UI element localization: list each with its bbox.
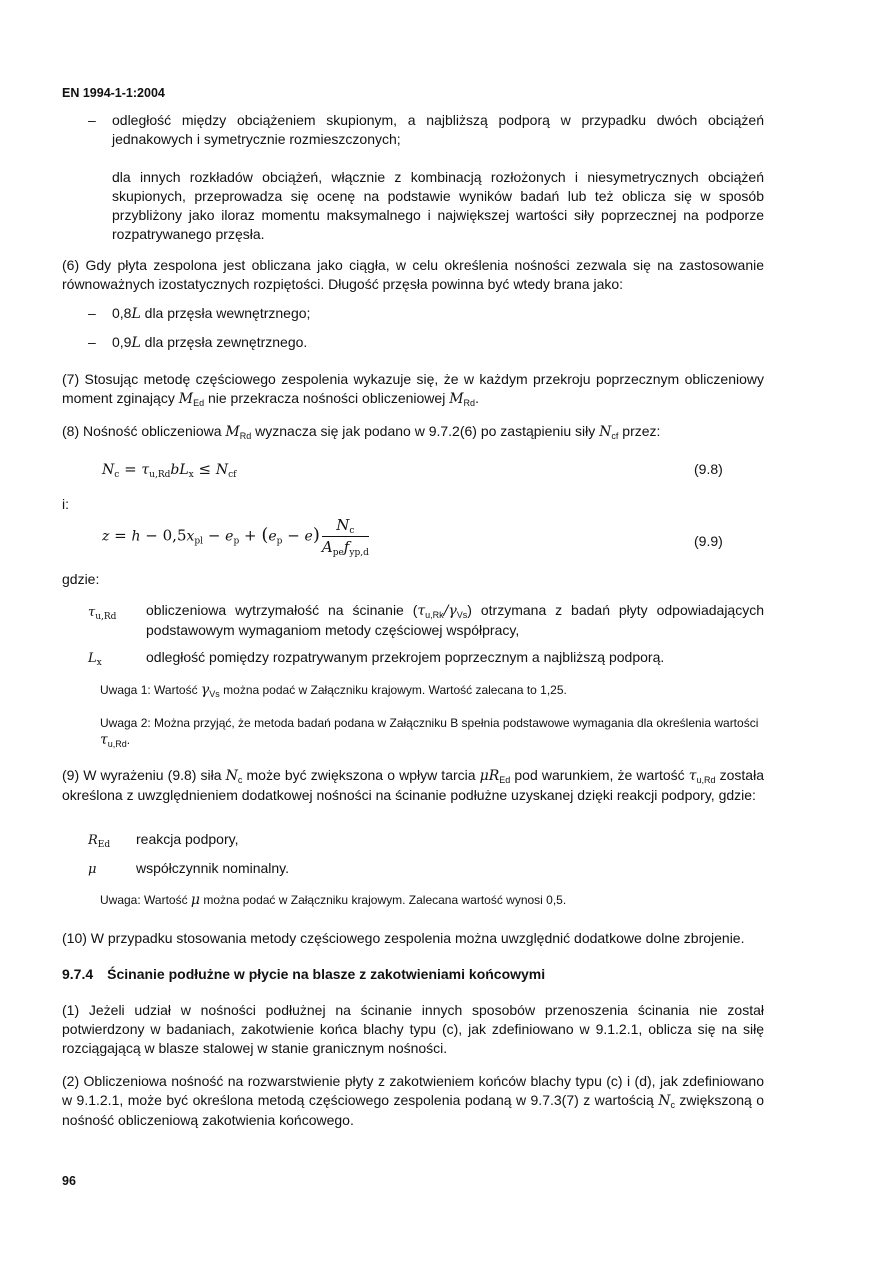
definition-symbol-tau: $\tau_{u,Rd}$: [88, 605, 117, 622]
equation-number-9-9: (9.9): [694, 533, 723, 549]
paragraph-10: (10) W przypadku stosowania metody częściowego zespolenia można uwzględnić dodatkowe dolne zbrojenie.: [62, 930, 745, 946]
equation-9-9: $z = h - 0,5x_{pl} - e_p + (e_p - e)$ $\frac{N_c}{A_{pe}f_{yp,d}}$: [102, 516, 369, 558]
note-3: Uwaga: Wartość μ można podać w Załączniku krajowym. Zalecana wartość wynosi 0,5.: [100, 892, 567, 908]
span-length-item-interior: [88, 304, 764, 324]
intro-dash-text: odległość między obciążeniem skupionym, a najbliższą podporą w przypadku dwóch obciążeń jednakowych i symetrycznie rozmieszczonych;: [112, 112, 764, 147]
where-label: gdzie:: [62, 571, 100, 587]
definition-symbol-red: $R_{Ed}$: [88, 833, 111, 850]
connector-text: i:: [62, 496, 69, 512]
equation-9-8: $N_c = \tau_{u,Rd}bL_x \le N_{cf}$: [102, 460, 237, 480]
dash-bullet: –: [88, 334, 96, 350]
span-length-text: 0,9L dla przęsła zewnętrznego.: [112, 334, 308, 351]
definition-symbol-mu: μ: [88, 862, 97, 877]
document-header: EN 1994-1-1:2004: [62, 86, 165, 100]
section-heading: [62, 965, 545, 984]
dash-bullet: –: [88, 112, 96, 128]
section-paragraph-2: (2) Obliczeniowa nośność na rozwarstwienie płyty z zakotwieniem końców blachy typu (c) i (d), jak zdefiniowano w 9.1.2.1, może być określona metodą częściowego zespolenia podaną w 9.7.3(7) z wartością $N_c$ zwiększoną o nośność obliczeniową zakotwienia końcowego.: [62, 1073, 764, 1128]
section-title: Ścinanie podłużne w płycie na blasze z zakotwieniami końcowymi: [107, 966, 546, 982]
paragraph-8: (8) Nośność obliczeniowa $M_{Rd}$ wyznacza się jak podano w 9.7.2(6) po zastąpieniu siły $N_{cf}$ przez:: [62, 423, 661, 441]
intro-other-loads: dla innych rozkładów obciążeń, włącznie z kombinacją rozłożonych i niesymetrycznych obciążeń skupionych, przeprowadza się ocenę na podstawie wyników badań lub też oblicza się w sposób przybliżony jako iloraz momentu maksymalnego i największej wartości siły poprzecznej na podporze rozpatrywanego przęsła.: [112, 169, 764, 242]
dash-bullet: –: [88, 305, 96, 321]
equation-number-9-8: (9.8): [694, 461, 723, 477]
paragraph-6: (6) Gdy płyta zespolona jest obliczana jako ciągła, w celu określenia nośności zezwala się na zastosowanie równoważnych izostatycznych rozpiętości. Długość przęsła powinna być wtedy brana jako:: [62, 257, 764, 292]
section-paragraph-1: (1) Jeżeli udział w nośności podłużnej na ścinanie innych sposobów przenoszenia ścinania nie został potwierdzony w badaniach, zakotwienie końca blachy typu (c), jak zdefiniowano w 9.1.2.1, oblicza się na siłę rozciągającą w blasze stalowej w stanie granicznym nośności.: [62, 1002, 764, 1056]
definition-symbol-lx: $L_x$: [88, 651, 102, 668]
paragraph-7: (7) Stosując metodę częściowego zespolenia wykazuje się, że w każdym przekroju poprzecznym obliczeniowy moment zginający $M_{Ed}$ nie przekracza nośności obliczeniowej $M_{Rd}$.: [62, 371, 764, 408]
equation-fraction: $\frac{N_c}{A_{pe}f_{yp,d}}$: [321, 516, 369, 558]
note-1: Uwaga 1: Wartość $\gamma_{Vs}$ można podać w Załączniku krajowym. Wartość zalecana to 1,25.: [100, 682, 567, 699]
definition-text-lx: odległość pomiędzy rozpatrywanym przekrojem poprzecznym a najbliższą podporą.: [146, 649, 665, 665]
intro-list-item: [88, 111, 764, 151]
page-number: 96: [62, 1174, 76, 1188]
note-2: Uwaga 2: Można przyjąć, że metoda badań podana w Załączniku B spełnia podstawowe wymagania dla określenia wartości $\tau_{u,Rd}$.: [100, 716, 759, 749]
definition-text-red: reakcja podpory,: [136, 831, 239, 847]
definition-text-mu: współczynnik nominalny.: [136, 860, 290, 876]
section-number: 9.7.4: [62, 966, 94, 982]
paragraph-9: (9) W wyrażeniu (9.8) siła $N_c$ może być zwiększona o wpływ tarcia $\mu R_{Ed}$ pod warunkiem, że wartość $\tau_{u,Rd}$ została określona z uwzględnieniem dodatkowej nośności na ścinanie podłużne uzyskanej dzięki reakcji podpory, gdzie:: [62, 767, 764, 803]
definition-text-tau: obliczeniowa wytrzymałość na ścinanie $(\tau_{u,Rk}/\gamma_{Vs})$ otrzymana z badań płyty odpowiadających podstawowym wymaganiom metody częściowej współpracy,: [146, 602, 765, 638]
span-length-text: 0,8L dla przęsła wewnętrznego;: [112, 305, 311, 322]
span-length-item-exterior: [88, 333, 764, 353]
